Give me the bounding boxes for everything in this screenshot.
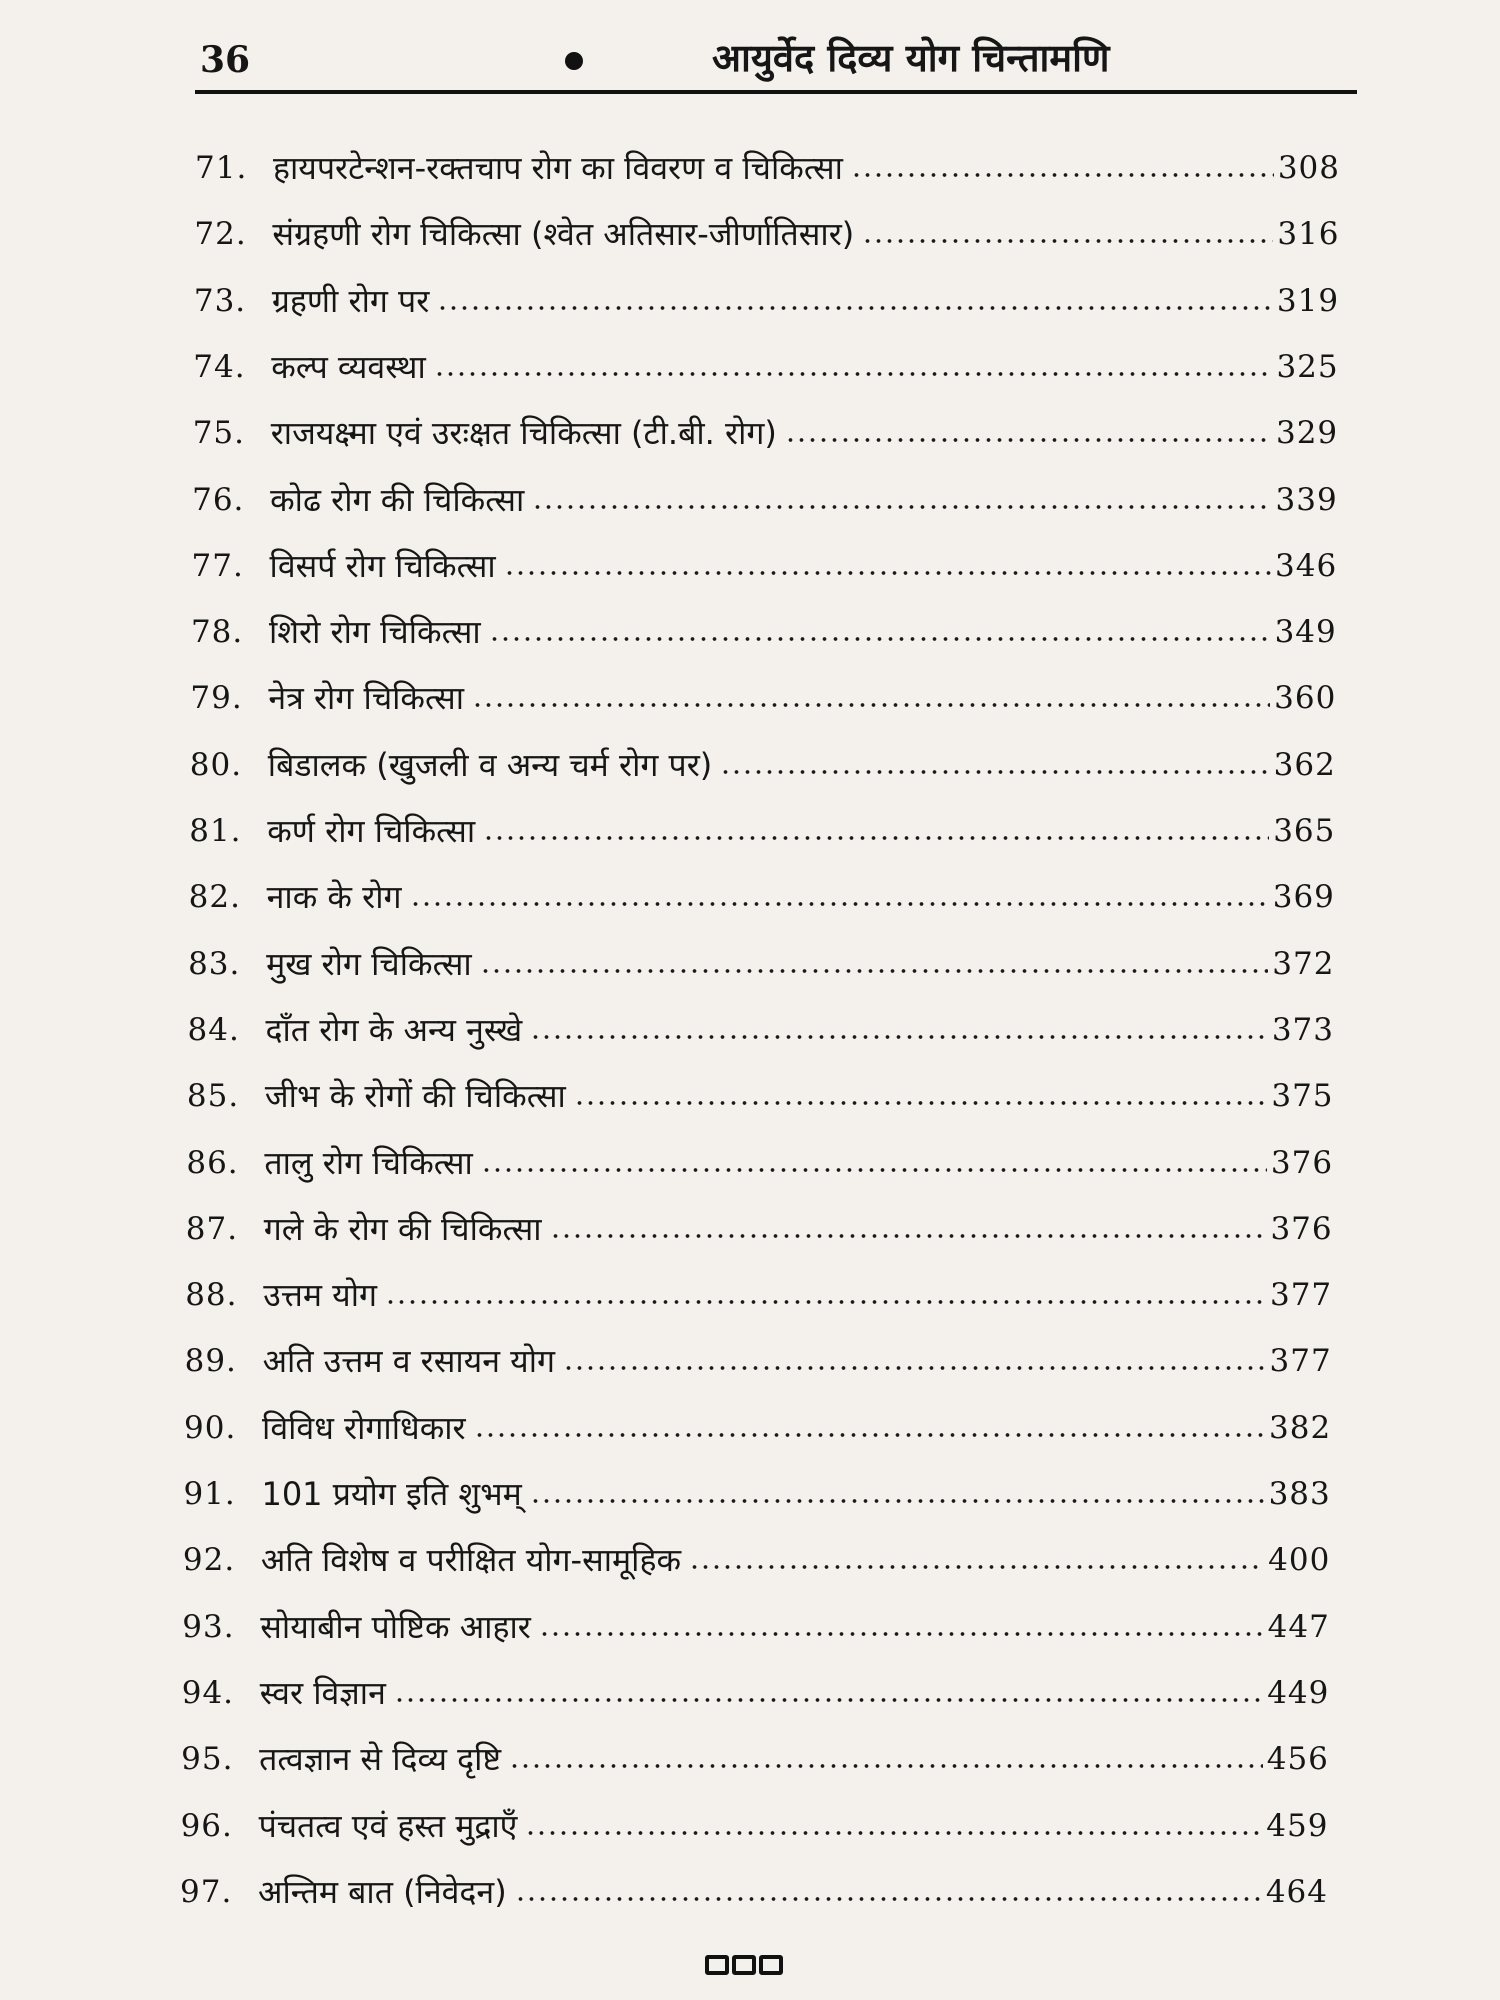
toc-entry-page-number: 377 — [1269, 1343, 1332, 1380]
toc-entry-number: 82. — [188, 879, 241, 916]
toc-entry-page-number: 456 — [1266, 1741, 1329, 1778]
toc-entry — [193, 339, 1338, 391]
toc-entry — [180, 1864, 1328, 1916]
toc-entry-page-number: 360 — [1274, 680, 1337, 717]
toc-entry-page-number: 459 — [1266, 1807, 1329, 1844]
toc-entry-number: 83. — [188, 945, 241, 982]
dot-leader — [862, 235, 1273, 247]
toc-entry-number: 94. — [181, 1674, 235, 1711]
toc-entry-number: 92. — [182, 1542, 236, 1579]
toc-entry-title: तालु रोग चिकित्सा — [264, 1143, 473, 1182]
dot-leader — [720, 766, 1269, 778]
toc-entry-page-number: 319 — [1276, 282, 1340, 319]
dot-leader — [515, 1893, 1262, 1905]
toc-entry-page-number: 365 — [1273, 813, 1336, 849]
toc-entry-title: कर्ण रोग चिकित्सा — [267, 812, 476, 850]
toc-entry-number: 81. — [189, 813, 242, 849]
toc-entry-number: 95. — [181, 1741, 234, 1778]
toc-entry-page-number: 464 — [1265, 1873, 1328, 1910]
running-book-title: आयुर्वेद दिव्य योग चिन्तामणि — [712, 36, 1110, 80]
toc-entry-title: संग्रहणी रोग चिकित्सा (श्वेत अतिसार-जीर्णातिसार) — [272, 215, 855, 254]
toc-entry-title: पंचतत्व एवं हस्त मुद्राएँ — [258, 1806, 518, 1845]
dot-leader — [480, 965, 1269, 977]
toc-entry-number: 79. — [190, 680, 243, 717]
toc-entry — [185, 1267, 1332, 1319]
toc-entry-title: विविध रोगाधिकार — [262, 1408, 466, 1447]
toc-entry-number: 97. — [180, 1873, 233, 1910]
toc-entry-title: अति उत्तम व रसायन योग — [262, 1342, 556, 1381]
dot-leader — [434, 368, 1273, 380]
toc-entry-number: 71. — [195, 150, 248, 186]
dot-leader — [474, 1429, 1265, 1441]
toc-entry — [188, 936, 1334, 988]
end-mark-box-icon — [759, 1955, 783, 1975]
toc-entry-title: स्वर विज्ञान — [259, 1673, 386, 1712]
dot-leader — [481, 1164, 1267, 1176]
end-of-section-mark — [705, 1955, 783, 1975]
toc-entry-page-number: 346 — [1275, 547, 1338, 584]
toc-entry-title: जीभ के रोगों की चिकित्सा — [264, 1077, 566, 1116]
toc-entry — [183, 1466, 1330, 1518]
page-number: 36 — [200, 39, 251, 81]
toc-entry-number: 77. — [191, 547, 244, 584]
header-bullet-dot — [565, 52, 583, 70]
toc-entry — [182, 1599, 1330, 1651]
toc-entry-title: उत्तम योग — [263, 1276, 378, 1315]
toc-entry-title: दाँत रोग के अन्य नुस्खे — [265, 1010, 523, 1049]
toc-entry — [191, 604, 1337, 656]
toc-entry — [184, 1400, 1331, 1452]
toc-entry-title: बिडालक (खुजली व अन्य चर्म रोग पर) — [267, 745, 713, 784]
dot-leader — [483, 832, 1269, 844]
toc-entry-page-number: 400 — [1268, 1542, 1331, 1579]
toc-entry-page-number: 373 — [1271, 1011, 1334, 1048]
toc-entry-title: मुख रोग चिकित्सा — [266, 944, 472, 983]
toc-entry-title: ग्रहणी रोग पर — [271, 281, 430, 320]
dot-leader — [563, 1362, 1265, 1374]
toc-entry-number: 78. — [190, 614, 244, 651]
dot-leader — [504, 567, 1271, 579]
toc-entry-title: विसर्प रोग चिकित्सा — [269, 546, 496, 585]
toc-entry — [182, 1665, 1330, 1717]
toc-entry-page-number: 375 — [1271, 1078, 1334, 1115]
toc-entry-page-number: 362 — [1273, 746, 1336, 783]
toc-entry-page-number: 376 — [1270, 1210, 1333, 1247]
dot-leader — [525, 1827, 1262, 1839]
toc-entry — [193, 405, 1338, 457]
toc-entry-title: गले के रोग की चिकित्सा — [263, 1209, 542, 1248]
dot-leader — [394, 1694, 1263, 1706]
toc-entry-title: कोढ रोग की चिकित्सा — [270, 480, 525, 519]
toc-entry-page-number: 316 — [1277, 216, 1340, 253]
dot-leader — [509, 1760, 1263, 1772]
dot-leader — [530, 1495, 1265, 1507]
toc-entry — [181, 1798, 1329, 1850]
end-mark-box-icon — [732, 1955, 756, 1975]
toc-entry — [192, 538, 1338, 590]
toc-entry-title: अति विशेष व परीक्षित योग-सामूहिक — [260, 1541, 682, 1580]
dot-leader — [574, 1097, 1268, 1109]
toc-entry — [195, 140, 1340, 192]
header-rule — [195, 90, 1357, 94]
toc-entry-page-number: 377 — [1269, 1277, 1333, 1314]
dot-leader — [532, 501, 1271, 513]
dot-leader — [437, 302, 1273, 314]
toc-entry-number: 80. — [189, 746, 243, 783]
toc-entry-page-number: 449 — [1267, 1674, 1330, 1711]
dot-leader — [550, 1230, 1267, 1242]
toc-entry-title: सोयाबीन पोष्टिक आहार — [260, 1607, 531, 1646]
toc-entry-title: नेत्र रोग चिकित्सा — [268, 679, 465, 718]
dot-leader — [689, 1561, 1264, 1573]
toc-entry-page-number: 447 — [1267, 1608, 1330, 1645]
toc-entry — [183, 1532, 1330, 1584]
toc-entry — [190, 670, 1336, 722]
toc-entry-page-number: 308 — [1277, 150, 1340, 186]
toc-entry-page-number: 372 — [1272, 945, 1335, 982]
toc-entry-title: राजयक्ष्मा एवं उरःक्षत चिकित्सा (टी.बी. रोग) — [270, 414, 777, 453]
toc-entry — [189, 869, 1335, 921]
toc-entry — [188, 1002, 1335, 1054]
dot-leader — [851, 169, 1274, 181]
toc-entry — [194, 273, 1339, 325]
toc-entry-number: 87. — [185, 1210, 239, 1247]
dot-leader — [410, 898, 1269, 910]
toc-entry-page-number: 376 — [1270, 1144, 1334, 1181]
dot-leader — [385, 1296, 1266, 1308]
dot-leader — [472, 699, 1270, 711]
toc-entry-page-number: 383 — [1268, 1476, 1331, 1512]
toc-entry-title: अन्तिम बात (निवेदन) — [258, 1872, 507, 1911]
toc-entry — [181, 1731, 1329, 1783]
toc-entry — [189, 803, 1335, 855]
toc-entry-number: 74. — [193, 348, 246, 385]
toc-entry-number: 96. — [180, 1807, 233, 1844]
toc-entry-title: हायपरटेन्शन-रक्तचाप रोग का विवरण व चिकित्सा — [273, 149, 843, 187]
toc-entry-title: शिरो रोग चिकित्सा — [268, 613, 481, 652]
toc-entry-number: 84. — [187, 1011, 240, 1048]
dot-leader — [530, 1031, 1268, 1043]
toc-entry-number: 75. — [192, 415, 245, 452]
toc-entry-number: 73. — [193, 282, 247, 319]
toc-entry — [192, 472, 1338, 524]
toc-entry — [190, 737, 1336, 789]
toc-entry-number: 90. — [184, 1409, 237, 1446]
toc-entry-page-number: 329 — [1275, 415, 1339, 452]
toc-entry-number: 93. — [182, 1608, 235, 1645]
toc-entry-number: 72. — [194, 216, 247, 253]
toc-entry — [186, 1135, 1333, 1187]
toc-entry-page-number: 325 — [1276, 348, 1339, 385]
toc-entry-number: 91. — [183, 1476, 236, 1512]
toc-entry — [187, 1068, 1334, 1120]
end-mark-box-icon — [705, 1955, 729, 1975]
toc-entry-title: 101 प्रयोग इति शुभम् — [261, 1475, 522, 1513]
toc-entry — [186, 1201, 1333, 1253]
toc-entry — [185, 1333, 1332, 1385]
toc-entry-page-number: 349 — [1274, 614, 1337, 651]
toc-entry-title: कल्प व्यवस्था — [271, 347, 426, 386]
toc-entry-number: 76. — [192, 481, 245, 518]
toc-entry — [194, 206, 1339, 258]
dot-leader — [489, 633, 1271, 645]
toc-entry-title: नाक के रोग — [266, 878, 402, 917]
toc-entry-page-number: 369 — [1272, 879, 1335, 916]
toc-entry-number: 89. — [184, 1343, 237, 1380]
toc-entry-number: 86. — [186, 1144, 239, 1181]
toc-entry-page-number: 339 — [1275, 481, 1338, 518]
toc-entry-number: 88. — [185, 1277, 238, 1314]
toc-entry-page-number: 382 — [1269, 1409, 1332, 1446]
toc-entry-number: 85. — [186, 1078, 240, 1115]
dot-leader — [785, 434, 1272, 446]
dot-leader — [539, 1628, 1264, 1640]
toc-entry-title: तत्वज्ञान से दिव्य दृष्टि — [259, 1740, 502, 1779]
